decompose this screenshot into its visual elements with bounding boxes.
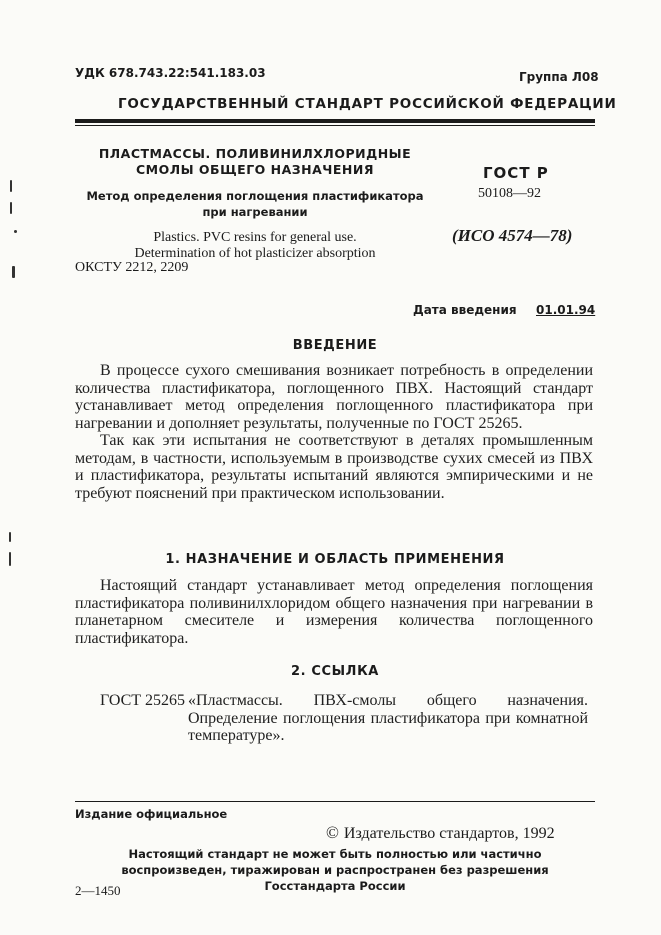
intro-body	[75, 362, 593, 502]
copyright-text: Издательство стандартов, 1992	[343, 825, 555, 842]
reference-code: ГОСТ 25265	[100, 692, 186, 709]
okstu-code: ОКСТУ 2212, 2209	[75, 260, 189, 275]
title-en-line1: Plastics. PVC resins for general use.	[153, 230, 357, 245]
section1-heading: 1. НАЗНАЧЕНИЕ И ОБЛАСТЬ ПРИМЕНЕНИЯ	[165, 552, 505, 567]
scan-mark	[9, 532, 11, 542]
scan-mark	[10, 202, 12, 214]
header-rule-thick	[75, 119, 595, 123]
official-edition: Издание официальное	[75, 807, 228, 821]
title-block	[75, 146, 435, 262]
page-code: 2—1450	[75, 883, 121, 898]
copyright	[326, 823, 555, 843]
scan-mark	[14, 230, 17, 233]
udk-code: УДК 678.743.22:541.183.03	[75, 66, 266, 80]
header-rule-thin	[75, 125, 595, 126]
intro-date-value: 01.01.94	[536, 303, 596, 317]
reference-text: «Пластмассы. ПВХ-смолы общего назначения. Определение поглощения пластификатора при комнатной температуре».	[188, 692, 588, 744]
intro-paragraph-2: Так как эти испытания не соответствуют в деталях промышленным методам, в частности, используемым в производстве сухих смесей из ПВХ и пластификатора, результаты испытаний являются эмпирическими и не требуют пояснений при практическом использовании.	[75, 432, 593, 502]
scan-mark	[9, 552, 11, 566]
section1-paragraph: Настоящий стандарт устанавливает метод определения поглощения пластификатора поливинилхлоридом общего назначения при нагревании в планетарном смесителе и измерения количества поглощенного пластификатора.	[75, 577, 593, 647]
method-line2: при нагревании	[202, 205, 308, 219]
intro-paragraph-1: В процессе сухого смешивания возникает потребность в определении количества пластификатора, поглощенного ПВХ. Настоящий стандарт устанавливает метод определения поглощенного пластификатора при нагревании и дополняет результаты, полученные по ГОСТ 25265.	[75, 362, 593, 432]
intro-date-label: Дата введения	[413, 303, 517, 317]
scan-mark	[12, 266, 15, 278]
footer-rule	[75, 801, 595, 802]
gost-label: ГОСТ Р	[483, 164, 549, 182]
title-en-line2: Determination of hot plasticizer absorption	[134, 246, 376, 261]
method-line1: Метод определения поглощения пластификатора	[86, 189, 424, 203]
group-code: Группа Л08	[519, 70, 599, 84]
reproduction-notice: Настоящий стандарт не может быть полностью или частично воспроизведен, тиражирован и распространен без разрешения Госстандарта России	[121, 847, 549, 893]
copyright-icon: ©	[326, 823, 339, 842]
section2-reference	[100, 692, 592, 745]
title-ru-line1: ПЛАСТМАССЫ. ПОЛИВИНИЛХЛОРИДНЫЕ	[98, 146, 412, 161]
section1-body	[75, 577, 593, 647]
iso-reference: (ИСО 4574—78)	[452, 226, 573, 245]
title-ru-line2: СМОЛЫ ОБЩЕГО НАЗНАЧЕНИЯ	[136, 162, 374, 177]
state-standard-title: ГОСУДАРСТВЕННЫЙ СТАНДАРТ РОССИЙСКОЙ ФЕДЕРАЦИИ	[118, 96, 617, 112]
scan-mark	[10, 180, 12, 192]
intro-heading: ВВЕДЕНИЕ	[292, 338, 378, 353]
gost-number: 50108—92	[478, 186, 541, 201]
section2-heading: 2. ССЫЛКА	[291, 664, 379, 679]
